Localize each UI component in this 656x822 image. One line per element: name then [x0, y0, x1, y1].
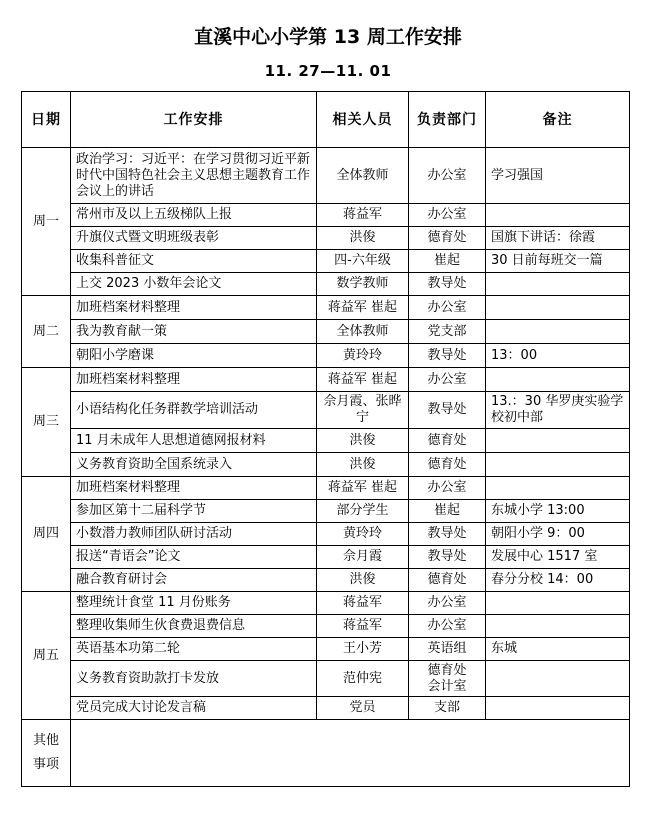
table-row — [22, 320, 630, 344]
people-cell: 王小芳 — [317, 638, 409, 661]
people-cell: 蒋益军 崔起 — [317, 296, 409, 320]
table-header-row — [22, 92, 630, 148]
note-cell: 30 日前每班交一篇 — [486, 250, 630, 273]
table-row — [22, 615, 630, 638]
dept-cell: 教导处 — [409, 523, 486, 546]
people-cell: 四-六年级 — [317, 250, 409, 273]
people-cell: 蒋益军 崔起 — [317, 368, 409, 392]
note-cell: 春分分校 14：00 — [486, 569, 630, 592]
people-cell: 蒋益军 崔起 — [317, 477, 409, 500]
dept-cell: 教导处 — [409, 344, 486, 368]
header-people: 相关人员 — [317, 92, 409, 148]
note-cell — [486, 296, 630, 320]
table-row — [22, 569, 630, 592]
header-date: 日期 — [22, 92, 71, 148]
dept-cell: 德育处 — [409, 453, 486, 477]
work-cell: 加班档案材料整理 — [71, 296, 317, 320]
work-cell: 政治学习：习近平：在学习贯彻习近平新时代中国特色社会主义思想主题教育工作会议上的讲话 — [71, 148, 317, 204]
schedule-table — [21, 91, 630, 787]
dept-cell: 党支部 — [409, 320, 486, 344]
dept-cell: 办公室 — [409, 615, 486, 638]
header-note: 备注 — [486, 92, 630, 148]
table-row — [22, 523, 630, 546]
dept-cell: 办公室 — [409, 368, 486, 392]
table-row — [22, 697, 630, 720]
day-thursday: 周四 — [22, 477, 71, 592]
dept-cell: 德育处 — [409, 227, 486, 250]
people-cell: 全体教师 — [317, 320, 409, 344]
table-row — [22, 477, 630, 500]
note-cell: 13：00 — [486, 344, 630, 368]
work-cell: 小数潜力教师团队研讨活动 — [71, 523, 317, 546]
table-row — [22, 296, 630, 320]
work-cell: 朝阳小学磨课 — [71, 344, 317, 368]
table-row — [22, 429, 630, 453]
table-row — [22, 500, 630, 523]
work-cell: 上交 2023 小数年会论文 — [71, 273, 317, 296]
note-cell: 东城 — [486, 638, 630, 661]
dept-cell: 办公室 — [409, 296, 486, 320]
work-cell: 我为教育献一策 — [71, 320, 317, 344]
people-cell: 蒋益军 — [317, 615, 409, 638]
note-cell: 发展中心 1517 室 — [486, 546, 630, 569]
note-cell — [486, 429, 630, 453]
people-cell: 洪俊 — [317, 453, 409, 477]
people-cell: 洪俊 — [317, 569, 409, 592]
day-friday: 周五 — [22, 592, 71, 720]
day-wednesday: 周三 — [22, 368, 71, 477]
people-cell: 佘月霞、张晔宁 — [317, 392, 409, 429]
header-dept: 负责部门 — [409, 92, 486, 148]
people-cell: 蒋益军 — [317, 592, 409, 615]
note-cell — [486, 273, 630, 296]
note-cell: 13.：30 华罗庚实验学校初中部 — [486, 392, 630, 429]
dept-cell: 支部 — [409, 697, 486, 720]
note-cell: 学习强国 — [486, 148, 630, 204]
work-cell: 常州市及以上五级梯队上报 — [71, 204, 317, 227]
note-cell — [486, 368, 630, 392]
people-cell: 黄玲玲 — [317, 344, 409, 368]
note-cell — [486, 697, 630, 720]
dept-cell: 办公室 — [409, 148, 486, 204]
work-cell: 党员完成大讨论发言稿 — [71, 697, 317, 720]
work-cell: 整理统计食堂 11 月份账务 — [71, 592, 317, 615]
table-row — [22, 250, 630, 273]
table-row — [22, 227, 630, 250]
work-cell: 升旗仪式暨文明班级表彰 — [71, 227, 317, 250]
work-cell: 报送“青语会”论文 — [71, 546, 317, 569]
work-cell: 加班档案材料整理 — [71, 477, 317, 500]
table-row — [22, 661, 630, 697]
day-tuesday: 周二 — [22, 296, 71, 368]
dept-cell: 德育处 — [409, 569, 486, 592]
table-row — [22, 720, 630, 787]
work-cell: 加班档案材料整理 — [71, 368, 317, 392]
dept-cell: 教导处 — [409, 392, 486, 429]
dept-cell: 办公室 — [409, 592, 486, 615]
table-row — [22, 453, 630, 477]
note-cell: 朝阳小学 9：00 — [486, 523, 630, 546]
people-cell: 蒋益军 — [317, 204, 409, 227]
note-cell: 东城小学 13:00 — [486, 500, 630, 523]
note-cell: 国旗下讲话：徐霞 — [486, 227, 630, 250]
people-cell: 佘月霞 — [317, 546, 409, 569]
table-row — [22, 204, 630, 227]
day-other: 其他事项 — [22, 720, 71, 787]
work-cell: 义务教育资助全国系统录入 — [71, 453, 317, 477]
other-content-cell — [71, 720, 630, 787]
people-cell: 部分学生 — [317, 500, 409, 523]
note-cell — [486, 320, 630, 344]
people-cell: 黄玲玲 — [317, 523, 409, 546]
note-cell — [486, 592, 630, 615]
dept-cell: 英语组 — [409, 638, 486, 661]
dept-cell: 德育处 — [409, 429, 486, 453]
people-cell: 范仲宪 — [317, 661, 409, 697]
work-cell: 11 月未成年人思想道德网报材料 — [71, 429, 317, 453]
work-cell: 参加区第十二届科学节 — [71, 500, 317, 523]
dept-cell: 崔起 — [409, 500, 486, 523]
table-row — [22, 392, 630, 429]
people-cell: 全体教师 — [317, 148, 409, 204]
dept-cell: 教导处 — [409, 546, 486, 569]
dept-cell: 德育处会计室 — [409, 661, 486, 697]
dept-cell: 办公室 — [409, 204, 486, 227]
table-row — [22, 344, 630, 368]
note-cell — [486, 204, 630, 227]
work-cell: 义务教育资助款打卡发放 — [71, 661, 317, 697]
page-title: 直溪中心小学第 13 周工作安排 — [194, 26, 462, 48]
work-cell: 整理收集师生伙食费退费信息 — [71, 615, 317, 638]
dept-cell: 教导处 — [409, 273, 486, 296]
people-cell: 数学教师 — [317, 273, 409, 296]
dept-cell: 崔起 — [409, 250, 486, 273]
table-row — [22, 638, 630, 661]
work-cell: 融合教育研讨会 — [71, 569, 317, 592]
work-cell: 小语结构化任务群教学培训活动 — [71, 392, 317, 429]
day-monday: 周一 — [22, 148, 71, 296]
table-row — [22, 273, 630, 296]
work-cell: 英语基本功第二轮 — [71, 638, 317, 661]
table-row — [22, 592, 630, 615]
work-cell: 收集科普征文 — [71, 250, 317, 273]
note-cell — [486, 477, 630, 500]
table-row — [22, 546, 630, 569]
people-cell: 洪俊 — [317, 227, 409, 250]
note-cell — [486, 661, 630, 697]
note-cell — [486, 615, 630, 638]
table-row — [22, 368, 630, 392]
date-range: 11. 27—11. 01 — [264, 62, 392, 80]
people-cell: 党员 — [317, 697, 409, 720]
people-cell: 洪俊 — [317, 429, 409, 453]
note-cell — [486, 453, 630, 477]
dept-cell: 办公室 — [409, 477, 486, 500]
table-row — [22, 148, 630, 204]
header-work: 工作安排 — [71, 92, 317, 148]
